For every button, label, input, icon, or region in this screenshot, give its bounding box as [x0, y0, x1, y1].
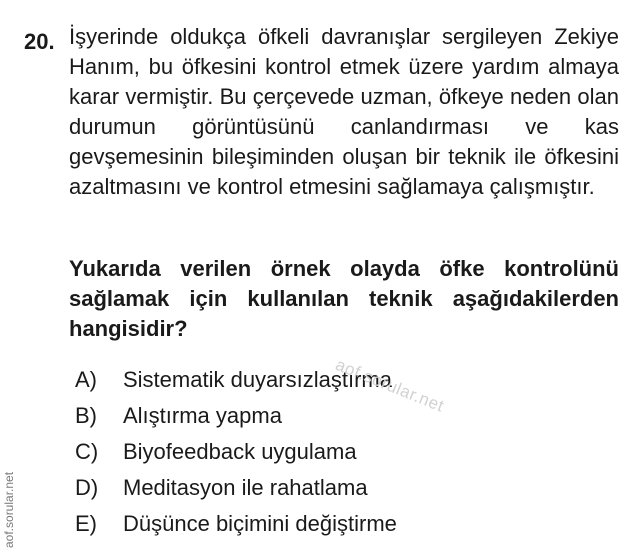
option-text: Sistematik duyarsızlaştırma	[123, 367, 392, 392]
option-b[interactable]	[75, 398, 397, 434]
option-letter: A)	[75, 367, 97, 392]
question-stem: İşyerinde oldukça öfkeli davranışlar sergileyen Zekiye Hanım, bu öfkesini kontrol etmek üzere yardım almaya karar vermiştir. Bu çerçevede uzman, öfkeye neden olan durumun görüntüsünü canlandırması ve kas gevşemesinin bileşiminden oluşan bir teknik ile öfkesini azaltmasını ve kontrol etmesini sağlamaya çalışmıştır.	[69, 24, 619, 199]
watermark-diagonal: aof.sorular.net	[332, 355, 447, 416]
answer-options	[75, 362, 397, 542]
option-c[interactable]	[75, 434, 397, 470]
option-letter: D)	[75, 475, 99, 500]
option-e[interactable]	[75, 506, 397, 542]
option-text: Biyofeedback uygulama	[123, 439, 357, 464]
watermark-side: aof.sorular.net	[2, 471, 16, 548]
option-text: Meditasyon ile rahatlama	[123, 475, 368, 500]
option-text: Düşünce biçimini değiştirme	[123, 511, 397, 536]
option-text: Alıştırma yapma	[123, 403, 282, 428]
option-letter: C)	[75, 439, 99, 464]
option-letter: E)	[75, 511, 97, 536]
question-prompt: Yukarıda verilen örnek olayda öfke kontrolünü sağlamak için kullanılan teknik aşağıdakilerden hangisidir?	[69, 256, 619, 341]
option-letter: B)	[75, 403, 97, 428]
question-number: 20.	[24, 29, 55, 54]
option-d[interactable]	[75, 470, 397, 506]
